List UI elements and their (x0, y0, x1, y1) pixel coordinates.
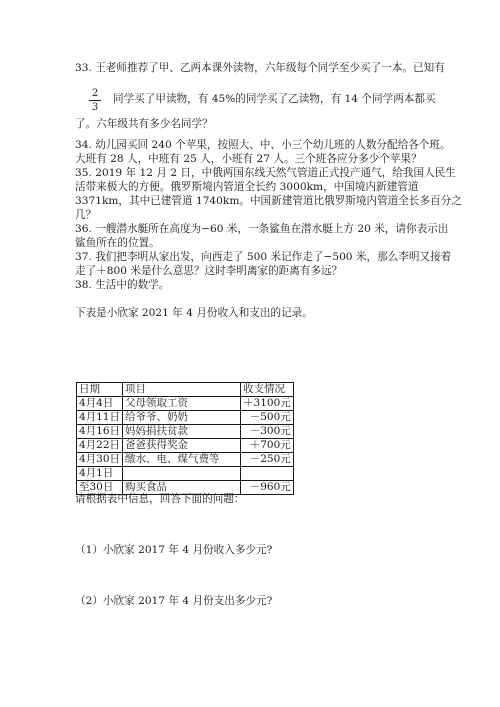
row-item: 妈妈捐扶贫款 (123, 425, 241, 439)
q33-line-3: 了。六年级共有多少名同学？ (75, 118, 213, 130)
table-row (77, 397, 294, 411)
table-intro: 下表是小欣家 2021 年 4 月份收入和支出的记录。 (75, 307, 313, 319)
table-row (77, 439, 294, 453)
question-prompt: 请根据表中信息，回答下面的问题： (75, 493, 245, 505)
row-item: 给爷爷、奶奶 (123, 411, 241, 425)
q35-line-1: 35. 2019 年 12 月 2 日，中俄两国东线天然气管道正式投产通气，给我国人民生 (75, 167, 456, 179)
q38-title: 38. 生活中的数学。 (75, 279, 170, 291)
q35-line-3: 3371km，其中已建管道 1740km。中国新建管道比俄罗斯境内管道全长多百分之 (75, 195, 462, 207)
fraction-numerator: 2 (91, 88, 99, 99)
header-amount: 收支情况 (241, 383, 294, 397)
table-row (77, 453, 294, 467)
row-amount: ＋700元 (241, 439, 294, 453)
row-date: 4月22日 (77, 439, 123, 453)
q36-line-2: 鲨鱼所在的位置。 (75, 237, 160, 249)
row-date-start: 4月1日 (77, 467, 123, 481)
q34-line-2: 大班有 28 人，中班有 25 人，小班有 27 人。三个班各应分多少个苹果？ (75, 153, 422, 165)
row-amount: －500元 (241, 411, 294, 425)
fraction-bar (89, 100, 101, 101)
q37-line-2: 走了＋800 米是什么意思？这时李明离家的距离有多远？ (75, 265, 343, 277)
row-date: 4月16日 (77, 425, 123, 439)
sub-question-1: （1）小欣家 2017 年 4 月份收入多少元? (75, 544, 273, 556)
row-amount: －300元 (241, 425, 294, 439)
row-item: 爸爸获得奖金 (123, 439, 241, 453)
row-amount: －250元 (241, 453, 294, 467)
row-item: 缴水、电、煤气费等 (123, 453, 241, 467)
row-amount: ＋3100元 (241, 397, 294, 411)
q37-line-1: 37. 我们把李明从家出发，向西走了 500 米记作走了−500 米，那么李明又接着 (75, 251, 452, 263)
row-date: 4月11日 (77, 411, 123, 425)
q33-line-1: 33. 王老师推荐了甲、乙两本课外读物，六年级每个同学至少买了一本。已知有 (75, 62, 445, 74)
q33-line-2: 同学买了甲读物，有 45%的同学买了乙读物，有 14 个同学两本都买 (113, 93, 436, 105)
row-date: 4月30日 (77, 453, 123, 467)
row-item: 购买食品 (123, 481, 241, 495)
table-header-row (77, 383, 294, 397)
header-item: 项目 (123, 383, 241, 397)
q35-line-2: 活带来极大的方便。俄罗斯境内管道全长约 3000km，中国境内新建管道 (75, 181, 419, 193)
table-row (77, 425, 294, 439)
fraction-denominator: 3 (91, 102, 99, 113)
row-item: 父母领取工资 (123, 397, 241, 411)
q36-line-1: 36. 一艘潜水艇所在高度为−60 米，一条鲨鱼在潜水艇上方 20 米，请你表示出 (75, 223, 449, 235)
header-date: 日期 (77, 383, 123, 397)
table-row (77, 467, 294, 481)
table-row (77, 411, 294, 425)
fraction (89, 88, 101, 113)
row-item-empty (123, 467, 241, 481)
q35-line-4: 几？ (75, 209, 97, 221)
row-amount: －960元 (241, 481, 294, 495)
q34-line-1: 34. 幼儿园买回 240 个苹果，按照大、中、小三个幼儿班的人数分配给各个班。 (75, 139, 451, 151)
sub-question-2: （2）小欣家 2017 年 4 月份支出多少元? (75, 595, 273, 607)
income-expense-table (76, 382, 294, 495)
row-date-end: 至30日 (77, 481, 123, 495)
row-amount-empty (241, 467, 294, 481)
row-date: 4月4日 (77, 397, 123, 411)
